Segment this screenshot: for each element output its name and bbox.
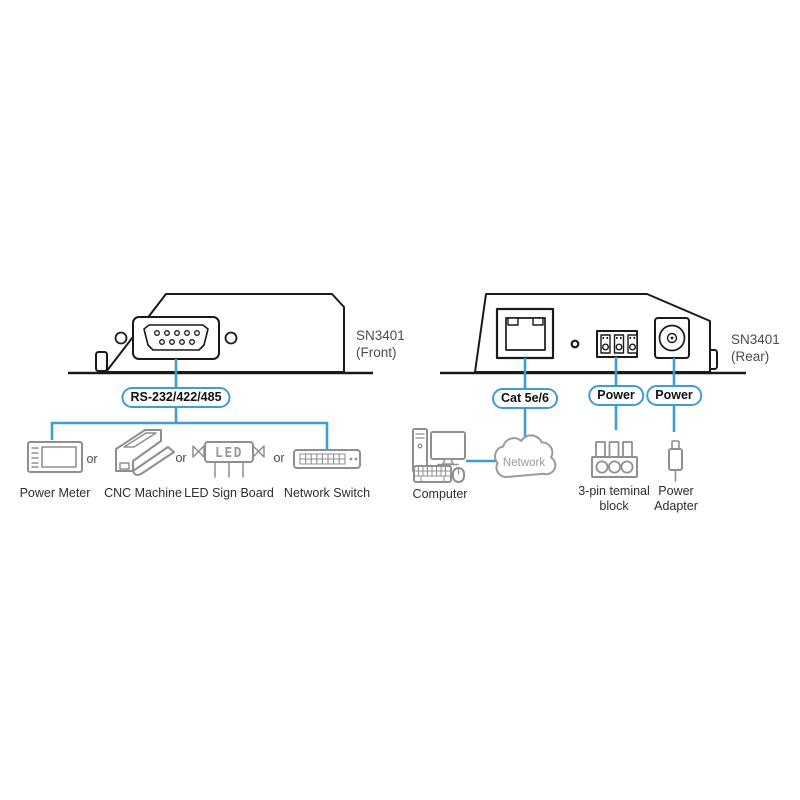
front-model: SN3401 <box>356 328 405 343</box>
label-adapter-line1: Power <box>658 484 694 498</box>
cnc-machine-icon <box>116 430 174 475</box>
or-label-2: or <box>175 451 187 465</box>
terminal-block-plug-icon <box>592 442 637 477</box>
screw-hole-left-icon <box>116 333 127 344</box>
front-view: (Front) <box>356 344 397 360</box>
badge-cat5e6: Cat 5e/6 <box>492 388 558 409</box>
label-cnc-machine: CNC Machine <box>104 486 182 500</box>
rear-device <box>440 294 746 373</box>
led-indicator-icon <box>572 341 579 348</box>
serial-bus-line <box>52 423 327 452</box>
label-computer: Computer <box>412 487 468 501</box>
computer-icon <box>413 429 465 482</box>
front-device <box>68 294 373 373</box>
label-terminal-block <box>578 484 650 515</box>
led-board-text: LED <box>215 446 243 461</box>
label-adapter-line2: Adapter <box>654 499 698 514</box>
front-left-tab <box>96 352 107 371</box>
label-network-switch: Network Switch <box>283 486 371 500</box>
label-power-adapter <box>654 484 698 515</box>
front-device-label <box>356 328 405 362</box>
network-cloud-icon <box>495 435 555 477</box>
badge-power-terminal: Power <box>588 385 644 406</box>
rj45-port-icon <box>497 309 553 358</box>
badge-power-adapter: Power <box>646 385 702 406</box>
cloud-label: Network <box>502 457 546 469</box>
or-label-1: or <box>86 452 98 466</box>
or-label-3: or <box>273 451 285 465</box>
dc-jack-port-icon <box>655 318 689 358</box>
rear-view: (Rear) <box>731 348 770 364</box>
label-terminal-line2: block <box>599 499 629 514</box>
label-terminal-line1: 3-pin teminal <box>578 484 650 498</box>
power-adapter-plug-icon <box>669 441 682 481</box>
db9-serial-port-icon <box>133 317 219 359</box>
led-sign-board-icon <box>193 442 264 477</box>
rear-model: SN3401 <box>731 332 780 347</box>
label-led-sign-board: LED Sign Board <box>184 486 274 500</box>
network-switch-icon <box>294 450 360 468</box>
screw-hole-right-icon <box>226 333 237 344</box>
label-power-meter: Power Meter <box>19 486 91 500</box>
power-meter-icon <box>28 442 82 472</box>
terminal-block-port-icon <box>597 331 637 357</box>
rear-device-label <box>731 332 780 366</box>
badge-rs232-422-485: RS-232/422/485 <box>121 387 230 408</box>
